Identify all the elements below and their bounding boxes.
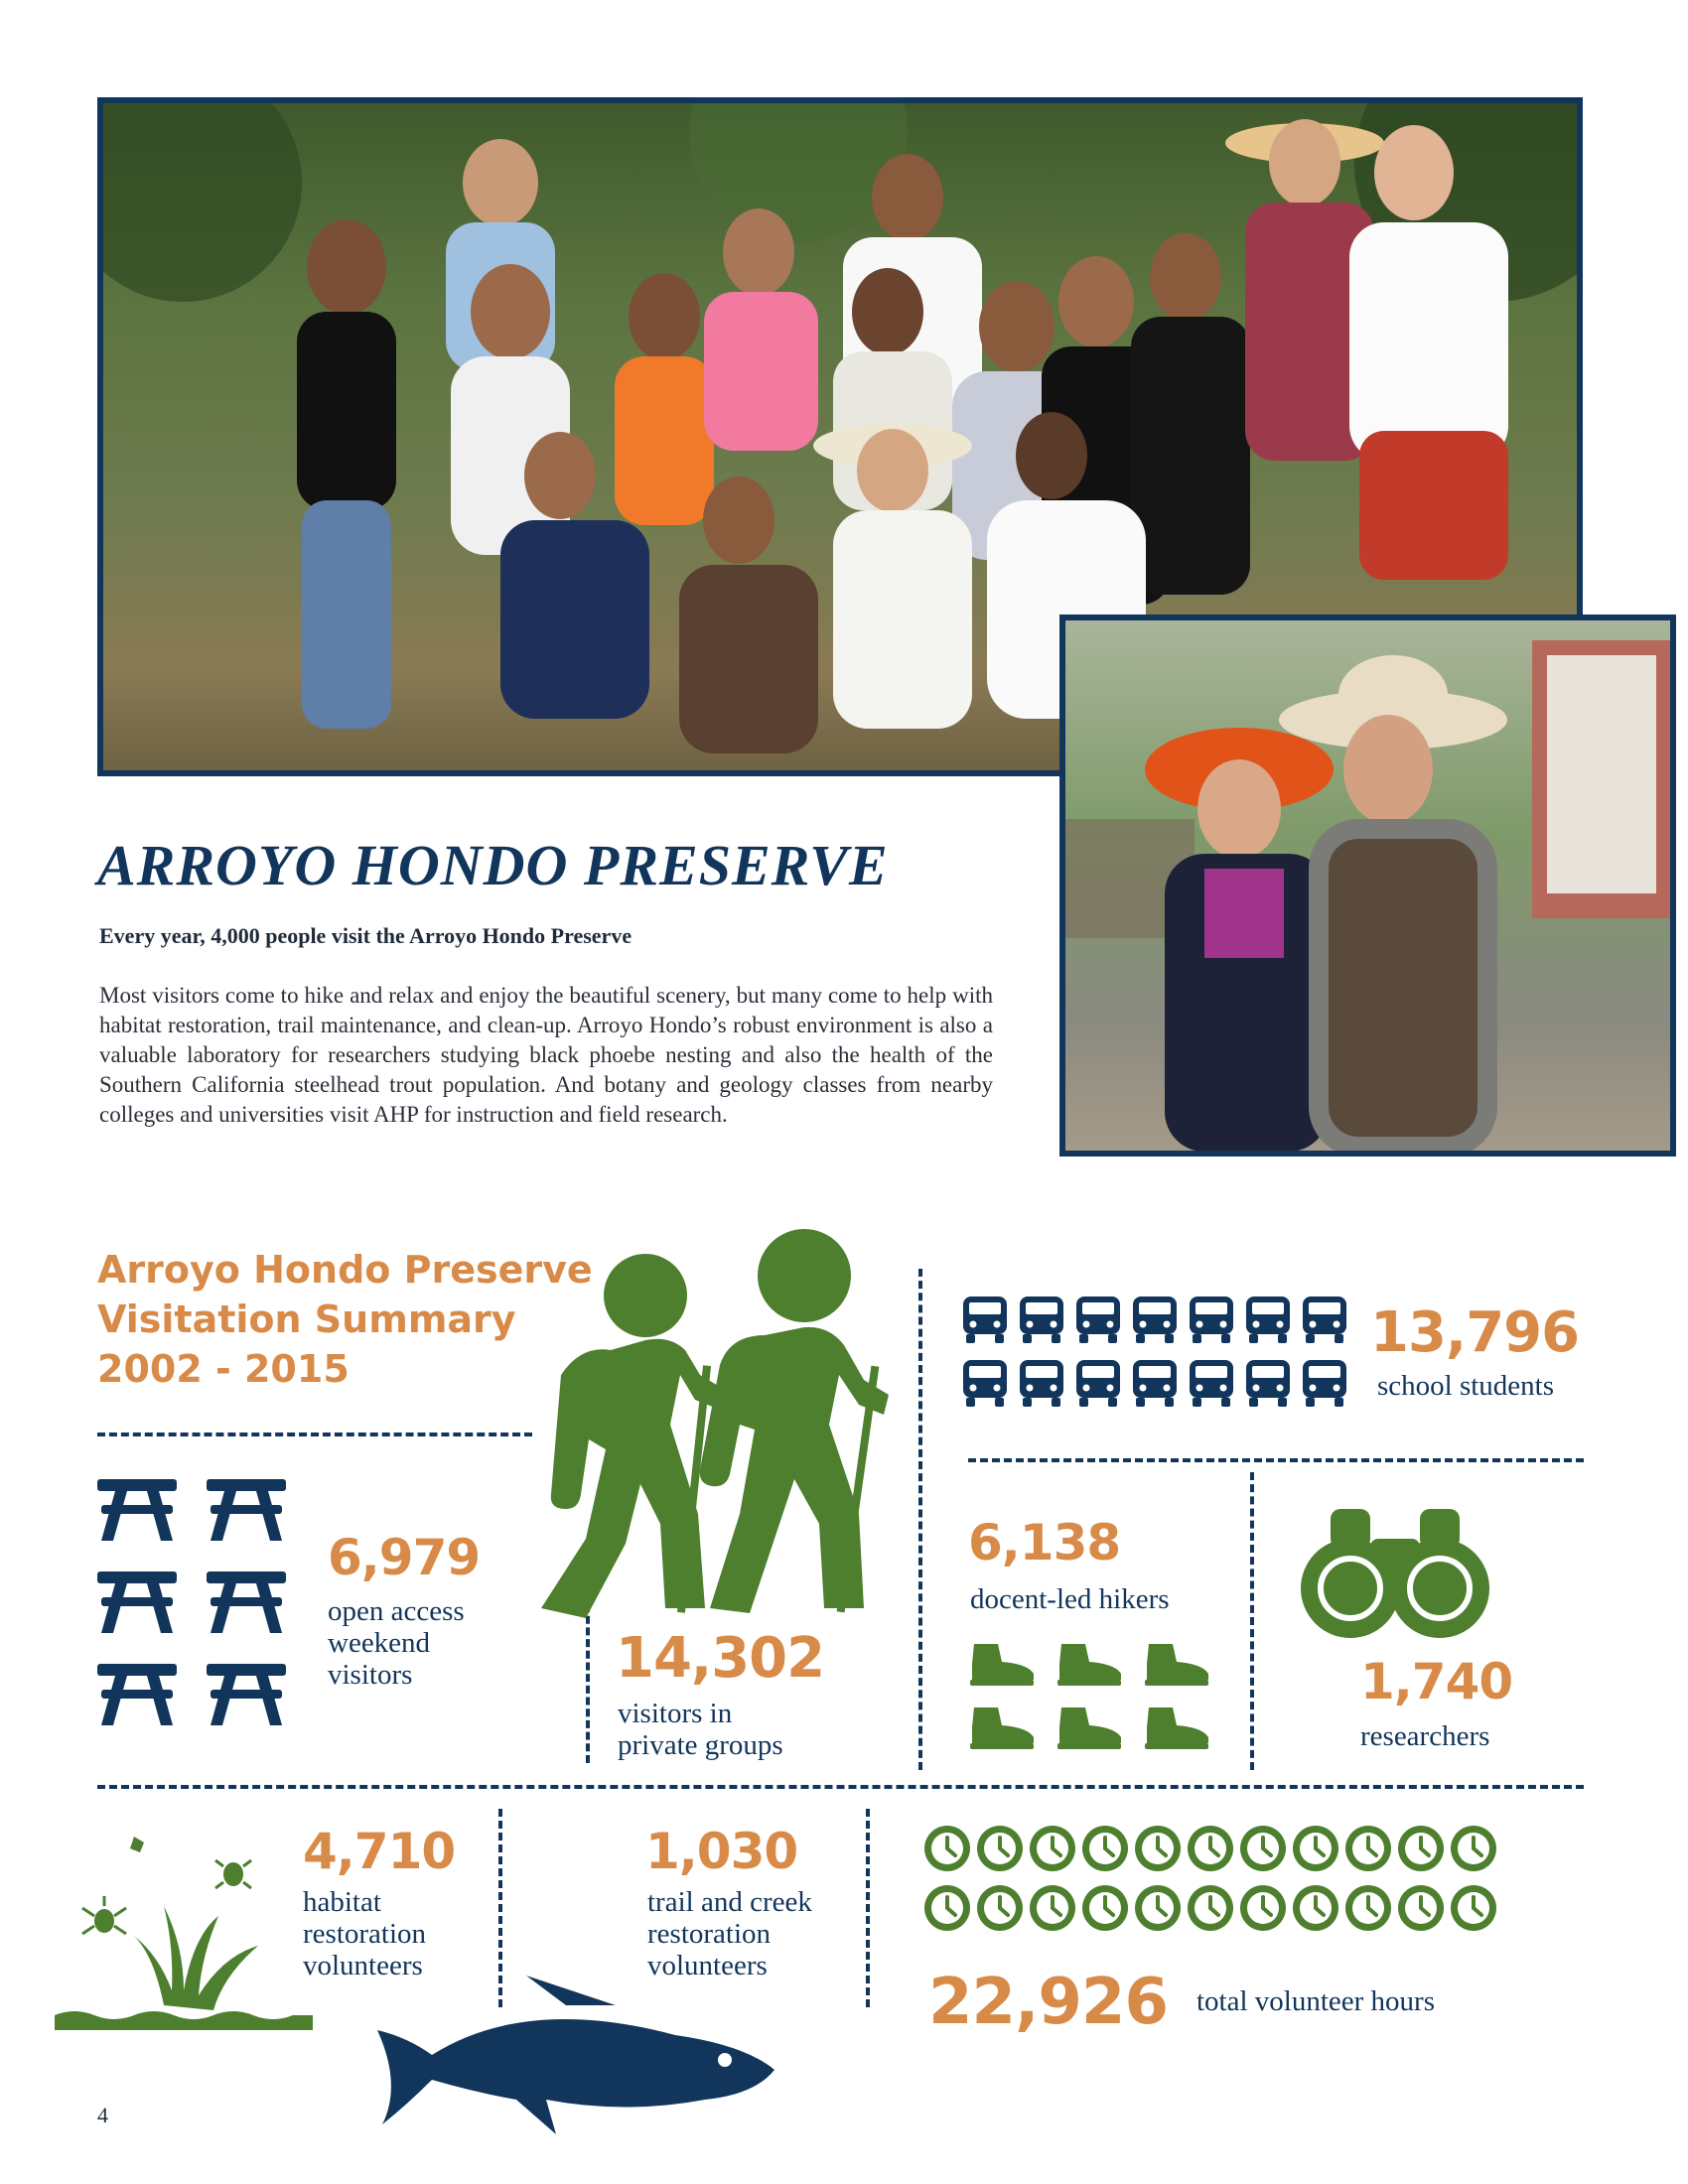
stat-private-label <box>618 1698 783 1761</box>
school-bus-icon <box>1018 1358 1065 1408</box>
clock-icon <box>1188 1826 1233 1871</box>
stat-docent-value: 6,138 <box>968 1514 1121 1571</box>
school-bus-icon <box>1131 1358 1179 1408</box>
hiking-boot-icon <box>968 1707 1036 1749</box>
school-bus-icon <box>1188 1358 1235 1408</box>
stat-open-access-label-line2: weekend <box>328 1627 431 1659</box>
summary-title-line1: Arroyo Hondo Preserve <box>97 1248 593 1292</box>
clock-icon <box>1240 1885 1286 1931</box>
school-bus-icon <box>1018 1295 1065 1344</box>
stat-trail-value: 1,030 <box>645 1823 798 1880</box>
stat-docent-label: docent-led hikers <box>970 1583 1170 1615</box>
clock-icon <box>1345 1885 1391 1931</box>
picnic-table-icon <box>97 1571 177 1633</box>
stat-hours-label: total volunteer hours <box>1196 1985 1436 2017</box>
picnic-table-icon <box>97 1664 177 1725</box>
page-number: 4 <box>97 2103 108 2127</box>
stat-trail-label-line3: volunteers <box>647 1950 768 1981</box>
stat-private-label-line2: private groups <box>618 1729 783 1761</box>
stat-trail-label-line1: trail and creek <box>647 1886 812 1918</box>
clock-icon <box>1135 1826 1181 1871</box>
stat-habitat-label <box>303 1886 426 1981</box>
stat-researchers-label: researchers <box>1360 1720 1490 1752</box>
picnic-table-grid <box>97 1479 296 1727</box>
stat-habitat-label-line1: habitat <box>303 1886 381 1918</box>
clock-grid <box>923 1825 1539 1934</box>
bus-row-2 <box>961 1358 1348 1408</box>
clock-icon <box>1082 1885 1128 1931</box>
picnic-table-icon <box>207 1571 286 1633</box>
stat-open-access-label-line3: visitors <box>328 1659 413 1691</box>
school-bus-icon <box>1074 1358 1122 1408</box>
clock-icon <box>1293 1826 1338 1871</box>
summary-title-line2: Visitation Summary <box>97 1297 516 1341</box>
clock-icon <box>1082 1826 1128 1871</box>
school-bus-icon <box>1188 1295 1235 1344</box>
clock-icon <box>1345 1826 1391 1871</box>
clock-icon <box>977 1885 1023 1931</box>
clock-icon <box>1451 1885 1496 1931</box>
stat-habitat-label-line2: restoration <box>303 1918 427 1950</box>
divider-school <box>968 1458 1584 1462</box>
stat-open-access-value: 6,979 <box>328 1529 481 1586</box>
stat-trail-label-line2: restoration <box>647 1918 772 1950</box>
divider-v-trail <box>866 1809 870 2007</box>
clock-icon <box>1451 1826 1496 1871</box>
stat-researchers-value: 1,740 <box>1360 1653 1513 1710</box>
page-subtitle: Every year, 4,000 people visit the Arroyo Hondo Preserve <box>99 923 633 948</box>
hiking-boot-grid <box>968 1644 1216 1753</box>
picnic-table-icon <box>207 1664 286 1725</box>
school-bus-icon <box>1301 1358 1348 1408</box>
clock-icon <box>1030 1826 1075 1871</box>
hiking-boot-icon <box>1055 1644 1123 1686</box>
steelhead-trout-icon <box>377 1976 784 2154</box>
couple-photo-illustration <box>1065 620 1670 1151</box>
school-bus-icon <box>1244 1295 1292 1344</box>
stat-school-value: 13,796 <box>1370 1300 1580 1365</box>
school-bus-icon <box>1131 1295 1179 1344</box>
stat-habitat-label-line3: volunteers <box>303 1950 423 1981</box>
clock-icon <box>1135 1885 1181 1931</box>
clock-icon <box>924 1826 970 1871</box>
picnic-table-icon <box>207 1479 286 1541</box>
picnic-table-icon <box>97 1479 177 1541</box>
bus-row-1 <box>961 1295 1348 1344</box>
school-bus-icon <box>1244 1358 1292 1408</box>
summary-title-line3: 2002 - 2015 <box>97 1347 350 1391</box>
stat-private-value: 14,302 <box>616 1626 825 1691</box>
couple-photo <box>1059 614 1676 1157</box>
binoculars-icon <box>1296 1509 1494 1638</box>
summary-title <box>97 1245 593 1394</box>
stat-private-label-line1: visitors in <box>618 1698 733 1729</box>
habitat-plants-icon <box>55 1827 313 2040</box>
clock-icon <box>1188 1885 1233 1931</box>
clock-icon <box>1240 1826 1286 1871</box>
page-title: ARROYO HONDO PRESERVE <box>97 833 889 897</box>
divider-summary <box>97 1433 532 1436</box>
stat-trail-label <box>647 1886 812 1981</box>
hikers-icon <box>541 1226 909 1618</box>
school-bus-icon <box>1301 1295 1348 1344</box>
hiking-boot-icon <box>1143 1644 1210 1686</box>
school-bus-icon <box>961 1358 1009 1408</box>
clock-icon <box>1398 1826 1444 1871</box>
school-bus-icon <box>1074 1295 1122 1344</box>
hiking-boot-icon <box>1055 1707 1123 1749</box>
divider-v-researchers <box>1250 1472 1254 1770</box>
clock-icon <box>977 1826 1023 1871</box>
hiking-boot-icon <box>968 1644 1036 1686</box>
stat-hours-value: 22,926 <box>928 1966 1168 2039</box>
stat-open-access-label <box>328 1595 465 1691</box>
clock-icon <box>1030 1885 1075 1931</box>
stat-school-label: school students <box>1377 1370 1555 1402</box>
clock-icon <box>1293 1885 1338 1931</box>
clock-icon <box>1398 1885 1444 1931</box>
clock-icon <box>924 1885 970 1931</box>
divider-v-private <box>586 1604 590 1763</box>
hiking-boot-icon <box>1143 1707 1210 1749</box>
school-bus-icon <box>961 1295 1009 1344</box>
stat-habitat-value: 4,710 <box>303 1823 456 1880</box>
stat-open-access-label-line1: open access <box>328 1595 465 1627</box>
divider-middle <box>97 1785 1584 1789</box>
intro-paragraph: Most visitors come to hike and relax and enjoy the beautiful scenery, but many come to help with habitat restoration, trail maintenance, and clean-up. Arroyo Hondo’s robust environment is also a valuable laboratory for researchers studying black phoebe nesting and also the health of the Southern California steelhead trout population. And botany and geology classes from nearby colleges and universities visit AHP for instruction and field research. <box>99 983 993 1127</box>
divider-v-top <box>918 1269 922 1770</box>
